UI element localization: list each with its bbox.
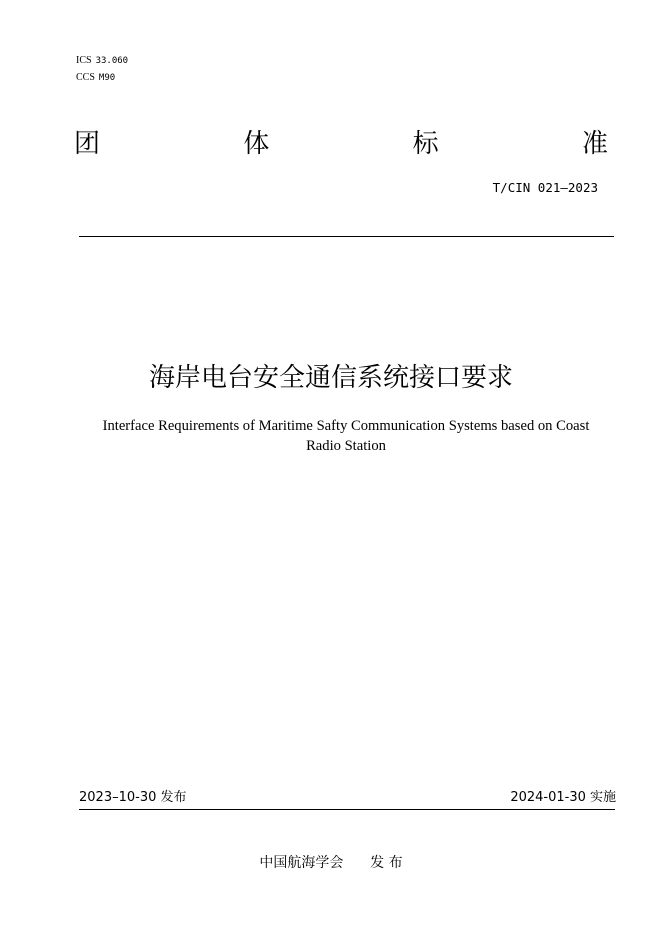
ics-code-line [76,55,128,67]
ccs-code-line [76,72,115,84]
document-title-english [80,416,612,456]
standard-number: T/CIN 021—2023 [492,180,598,195]
publish-date: 2023–10-30 发布 [79,790,187,805]
standard-type-char: 标 [412,129,439,159]
document-title-chinese: 海岸电台安全通信系统接口要求 [148,363,513,393]
ccs-code: M90 [98,73,116,83]
standard-type-char: 准 [581,129,608,159]
ics-code: 33.060 [95,56,129,66]
dates-row [79,788,616,808]
publisher-line: 中国航海学会 发 布 [259,855,403,871]
top-divider [79,236,614,237]
bottom-divider [79,809,615,810]
ccs-label: CCS [76,72,95,83]
standard-type-char: 团 [74,129,101,159]
standard-type-char: 体 [243,129,270,159]
standard-type-heading [74,128,608,160]
title-english-line: Radio Station [306,438,386,454]
implementation-date: 2024-01-30 实施 [510,790,616,805]
ics-label: ICS [76,55,92,66]
title-english-line: Interface Requirements of Maritime Safty Communication Systems based on Coast [102,418,590,434]
